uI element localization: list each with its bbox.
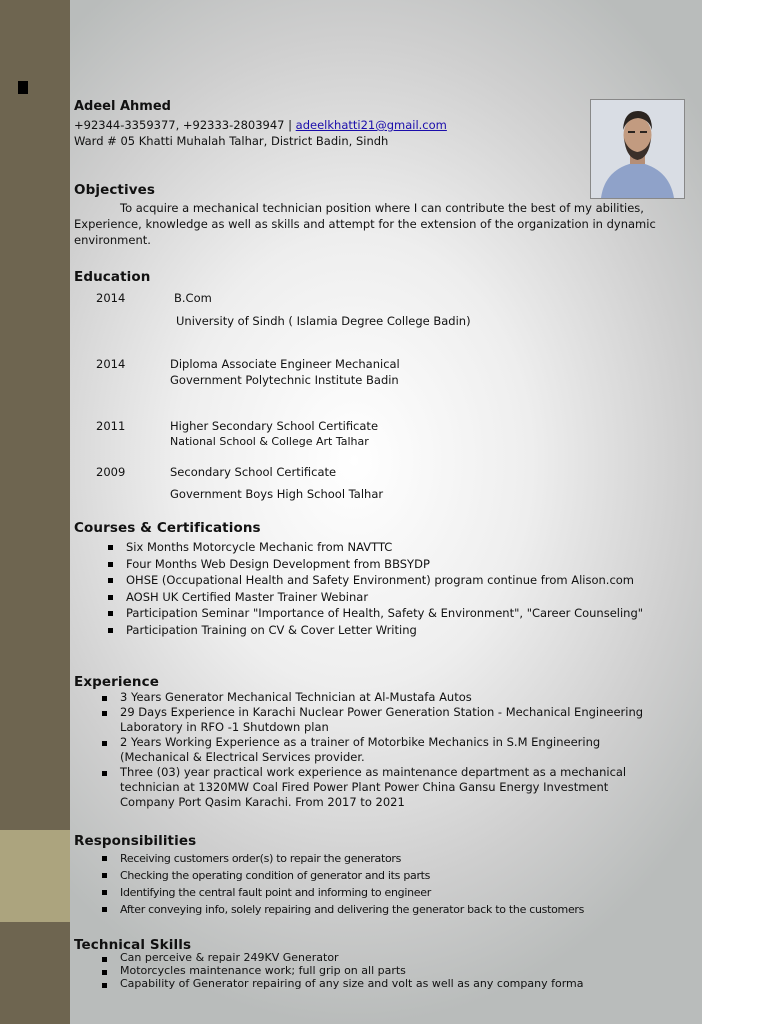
responsibilities-heading: Responsibilities xyxy=(74,833,197,849)
candidate-name: Adeel Ahmed xyxy=(74,99,171,114)
experience-item: Three (03) year practical work experience as maintenance department as a mechanical technician at 1320MW Coal Fired Power Plant Power China Gansu Energy Investment Company Port Qasim Karachi. From 2017 to 2021 xyxy=(100,765,660,810)
course-item: Four Months Web Design Development from BBSYDP xyxy=(106,556,686,573)
responsibility-item: Receiving customers order(s) to repair the generators xyxy=(100,850,670,867)
sidebar-band-top xyxy=(0,0,70,830)
objectives-line-2: Experience, knowledge as well as skills and attempt for the extension of the organization in dynamic xyxy=(74,217,656,231)
phone-numbers: +92344-3359377, +92333-2803947 | xyxy=(74,118,293,132)
education-year: 2011 xyxy=(96,419,126,433)
courses-list xyxy=(106,539,686,638)
skills-list xyxy=(100,951,680,990)
sidebar-band-bottom xyxy=(0,922,70,1024)
course-item: OHSE (Occupational Health and Safety Environment) program continue from Alison.com xyxy=(106,572,686,589)
education-degree: Secondary School Certificate xyxy=(170,465,337,479)
experience-list xyxy=(100,690,660,810)
education-degree: Diploma Associate Engineer Mechanical xyxy=(170,357,400,371)
courses-heading: Courses & Certifications xyxy=(74,520,261,536)
education-institute: National School & College Art Talhar xyxy=(170,435,369,448)
resume-page xyxy=(70,0,702,1024)
responsibility-item: After conveying info, solely repairing and delivering the generator back to the customers xyxy=(100,901,670,918)
education-institute: Government Boys High School Talhar xyxy=(170,487,384,501)
email-link[interactable]: adeelkhatti21@gmail.com xyxy=(295,118,447,132)
education-institute: University of Sindh ( Islamia Degree College Badin) xyxy=(176,314,471,328)
education-degree: Higher Secondary School Certificate xyxy=(170,419,379,433)
education-heading: Education xyxy=(74,269,151,285)
skills-heading: Technical Skills xyxy=(74,937,192,953)
responsibilities-list xyxy=(100,850,670,918)
course-item: AOSH UK Certified Master Trainer Webinar xyxy=(106,589,686,606)
skill-item: Can perceive & repair 249KV Generator xyxy=(100,951,680,964)
skill-item: Motorcycles maintenance work; full grip on all parts xyxy=(100,964,680,977)
objectives-line-1: To acquire a mechanical technician position where I can contribute the best of my abilities, xyxy=(120,201,644,215)
responsibility-item: Identifying the central fault point and informing to engineer xyxy=(100,884,670,901)
education-year: 2009 xyxy=(96,465,126,479)
experience-item: 2 Years Working Experience as a trainer of Motorbike Mechanics in S.M Engineering (Mechanical & Electrical Services provider. xyxy=(100,735,660,765)
objectives-line-3: environment. xyxy=(74,233,151,247)
course-item: Participation Training on CV & Cover Letter Writing xyxy=(106,622,686,639)
education-institute: Government Polytechnic Institute Badin xyxy=(170,373,399,387)
profile-photo-image xyxy=(591,100,684,198)
course-item: Six Months Motorcycle Mechanic from NAVTTC xyxy=(106,539,686,556)
sidebar-band-accent xyxy=(0,830,70,922)
profile-photo xyxy=(590,99,685,199)
education-year: 2014 xyxy=(96,291,126,305)
experience-heading: Experience xyxy=(74,674,159,690)
page-marker xyxy=(18,81,28,94)
contact-line xyxy=(74,117,447,133)
education-year: 2014 xyxy=(96,357,126,371)
address: Ward # 05 Khatti Muhalah Talhar, District Badin, Sindh xyxy=(74,134,389,148)
objectives-heading: Objectives xyxy=(74,182,155,198)
skill-item: Capability of Generator repairing of any size and volt as well as any company forma xyxy=(100,977,680,990)
education-degree: B.Com xyxy=(174,291,212,305)
course-item: Participation Seminar "Importance of Health, Safety & Environment", "Career Counseling" xyxy=(106,605,686,622)
experience-item: 29 Days Experience in Karachi Nuclear Power Generation Station - Mechanical Engineering Laboratory in RFO -1 Shutdown plan xyxy=(100,705,660,735)
experience-item: 3 Years Generator Mechanical Technician at Al-Mustafa Autos xyxy=(100,690,660,705)
responsibility-item: Checking the operating condition of generator and its parts xyxy=(100,867,670,884)
